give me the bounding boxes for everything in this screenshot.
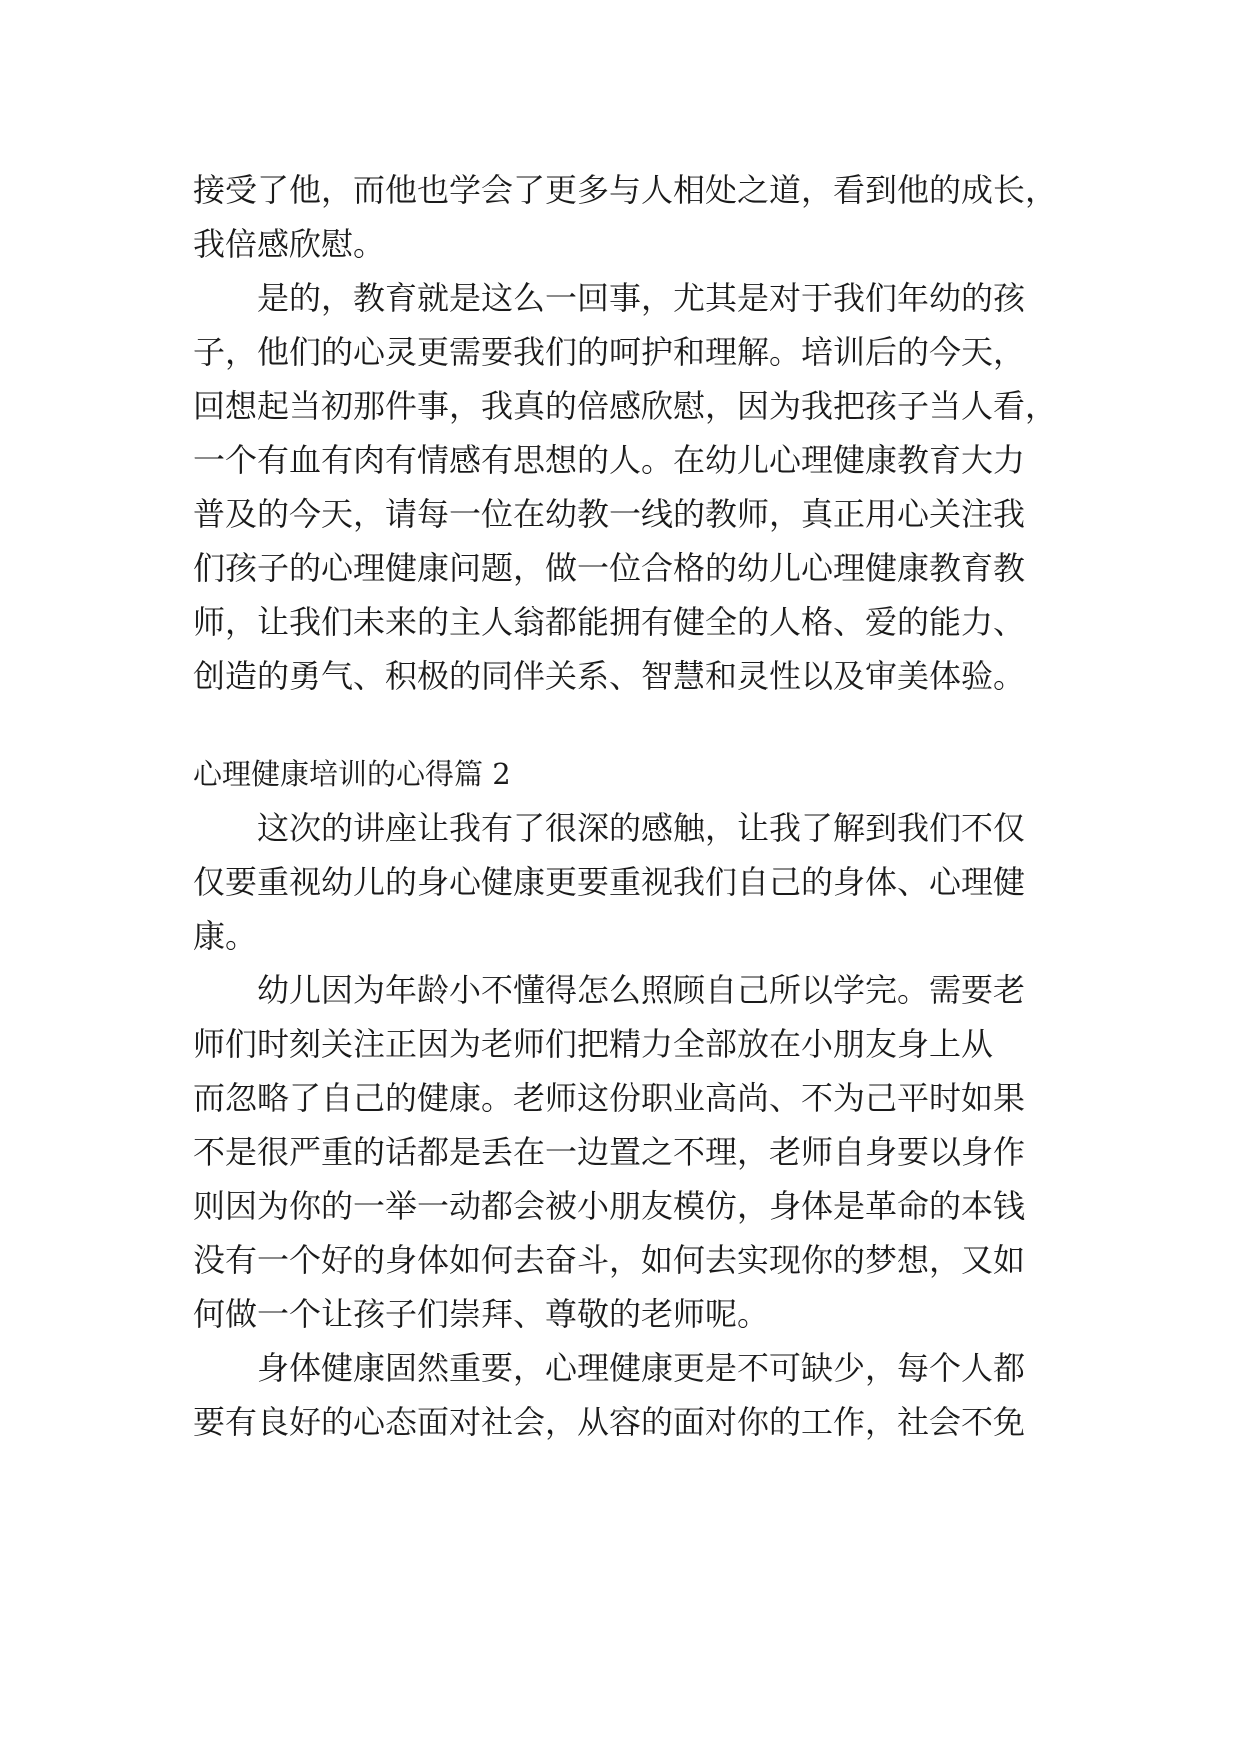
paragraph — [193, 963, 1073, 1341]
text-line: 创造的勇气、积极的同伴关系、智慧和灵性以及审美体验。 — [193, 657, 1026, 695]
document-body — [193, 163, 1073, 1449]
text-line: 这次的讲座让我有了很深的感触，让我了解到我们不仅 — [257, 809, 1026, 847]
text-line: 幼儿因为年龄小不懂得怎么照顾自己所以学完。需要老 — [257, 971, 1026, 1009]
text-line: 康。 — [193, 917, 258, 955]
text-line: 接受了他，而他也学会了更多与人相处之道，看到他的成长， — [193, 171, 1058, 209]
text-line: 则因为你的一举一动都会被小朋友模仿，身体是革命的本钱 — [193, 1187, 1026, 1225]
text-line: 是的，教育就是这么一回事，尤其是对于我们年幼的孩 — [257, 279, 1026, 317]
text-line: 不是很严重的话都是丢在一边置之不理，老师自身要以身作 — [193, 1133, 1026, 1171]
text-line: 师们时刻关注正因为老师们把精力全部放在小朋友身上从 — [193, 1025, 994, 1063]
text-line: 而忽略了自己的健康。老师这份职业高尚、不为己平时如果 — [193, 1079, 1026, 1117]
paragraph — [193, 271, 1073, 703]
text-line: 回想起当初那件事，我真的倍感欣慰，因为我把孩子当人看， — [193, 387, 1058, 425]
section-spacer — [193, 703, 1073, 747]
paragraph — [193, 801, 1073, 963]
text-line: 师，让我们未来的主人翁都能拥有健全的人格、爱的能力、 — [193, 603, 1026, 641]
text-line: 我倍感欣慰。 — [193, 225, 386, 263]
text-line: 们孩子的心理健康问题，做一位合格的幼儿心理健康教育教 — [193, 549, 1026, 587]
text-line: 一个有血有肉有情感有思想的人。在幼儿心理健康教育大力 — [193, 441, 1026, 479]
section-heading: 心理健康培训的心得篇 2 — [193, 757, 511, 791]
paragraph — [193, 1341, 1073, 1449]
text-line: 没有一个好的身体如何去奋斗，如何去实现你的梦想，又如 — [193, 1241, 1026, 1279]
text-line: 身体健康固然重要，心理健康更是不可缺少，每个人都 — [257, 1349, 1026, 1387]
text-line: 要有良好的心态面对社会，从容的面对你的工作，社会不免 — [193, 1403, 1026, 1441]
text-line: 仅要重视幼儿的身心健康更要重视我们自己的身体、心理健 — [193, 863, 1026, 901]
text-line: 何做一个让孩子们崇拜、尊敬的老师呢。 — [193, 1295, 770, 1333]
continuation-paragraph — [193, 163, 1073, 271]
text-line: 子，他们的心灵更需要我们的呵护和理解。培训后的今天， — [193, 333, 1026, 371]
text-line: 普及的今天，请每一位在幼教一线的教师，真正用心关注我 — [193, 495, 1026, 533]
